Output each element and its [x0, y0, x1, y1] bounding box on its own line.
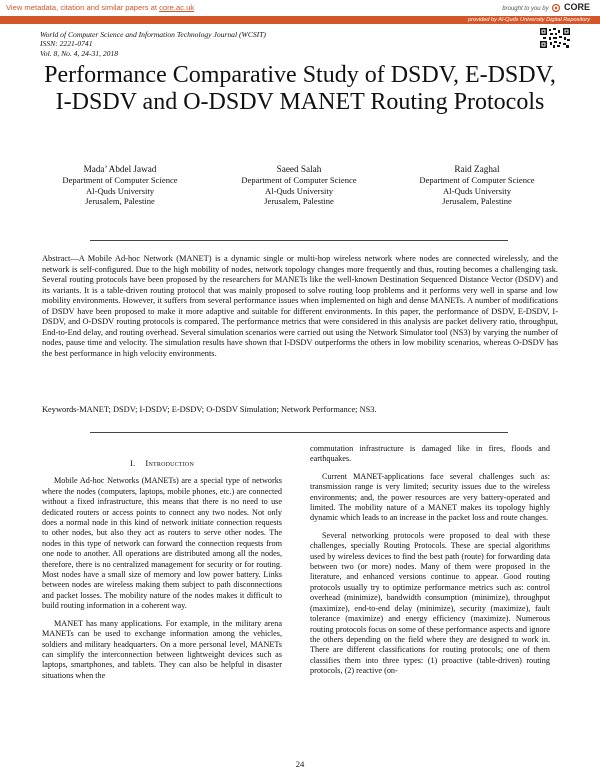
left-column	[42, 458, 282, 688]
core-metadata-text: View metadata, citation and similar papers at	[6, 3, 160, 12]
author-location: Jerusalem, Palestine	[442, 196, 512, 207]
title-line-2: I-DSDV and O-DSDV MANET Routing Protocols	[55, 89, 545, 115]
section-title: Introduction	[145, 458, 194, 468]
author-dept: Department of Computer Science	[62, 174, 178, 185]
paper-title	[20, 62, 580, 116]
author-univ: Al-Quds University	[85, 185, 155, 196]
author-univ: Al-Quds University	[442, 185, 512, 196]
divider	[90, 432, 508, 433]
core-banner	[0, 0, 600, 27]
author-name: Mada’ Abdel Jawad	[83, 164, 157, 174]
author-block	[397, 164, 557, 207]
core-metadata-notice	[6, 3, 194, 12]
journal-volume: Vol. 8, No. 4, 24-31, 2018	[40, 48, 119, 58]
core-provided-by[interactable]: provided by Al-Quds University Digital Repository	[468, 17, 590, 23]
author-univ: Al-Quds University	[264, 185, 334, 196]
author-name: Raid Zaghal	[454, 164, 500, 174]
author-block	[40, 164, 200, 207]
core-brought-by-text: brought to you by	[502, 6, 549, 12]
core-brought-by	[502, 2, 590, 12]
core-logo-text[interactable]: CORE	[563, 2, 590, 12]
keywords: Keywords-MANET; DSDV; I-DSDV; E-DSDV; O-DSDV Simulation; Network Performance; NS3.	[42, 405, 377, 414]
paragraph: Current MANET-applications face several challenges such as: transmission range is very limited; security issues due to the wireless environments; and, the power resources are very battery-operated and limited. The mobility nature of a MANET makes its topology highly dynamic which leads to an increase in the packet loss and route changes.	[310, 471, 550, 523]
paragraph: MANET has many applications. For example, in the military arena MANETs can be used to exchange information among the vehicles, soldiers and military headquarters. On a more personal level, MANETs can simplify the interconnection between lightweight devices such as laptops, smartphones, and tablets. They can also be helpful in disaster situations when the	[42, 618, 282, 680]
core-link[interactable]: core.ac.uk	[159, 3, 195, 12]
divider	[90, 240, 508, 241]
abstract: Abstract—A Mobile Ad-hoc Network (MANET) is a dynamic single or multi-hop wireless network where nodes are connected wirelessly, and the network is self-configured. Due to the high mobility of nodes, network topology changes more frequently and thus, routing becomes a challenging task. Several routing protocols have been proposed by the researchers for MANETs like the well-known Destination Sequenced Distance Vector (DSDV) and its variants. It is a table-driven routing protocol that was mainly proposed to solve routing loop problems and it performs very well in sparse and low mobility environments. However, it suffers from several performance issues when implemented on high and dense MANETs. A number of modifications of DSDV have been proposed to make it more adaptive and suitable for different environments. In this paper, the performance of DSDV, E-DSDV, I-DSDV, and O-DSDV routing protocols is compared. The performance metrics that were considered in this analysis are packet delivery ratio, throughput, End-to-End delay, and routing overhead. Several simulation scenarios were carried out using the Network Simulator tool (NS3) by varying the number of nodes, pause time and velocity. The simulation results have shown that I-DSDV outperforms the others in low mobility scenarios, whereas O-DSDV has the best performance in high velocity environments.	[42, 254, 558, 358]
section-heading	[42, 458, 282, 468]
author-name: Saeed Salah	[276, 164, 322, 174]
core-logo-icon	[552, 4, 560, 12]
paragraph: commutation infrastructure is damaged like in fires, floods and earthquakes.	[310, 444, 550, 464]
core-provided-strip	[0, 16, 600, 24]
paragraph: Several networking protocols were proposed to deal with these challenges, specially Routing Protocols. These are special algorithms used by wireless devices to find the best path (route) for forwarding data between two (or more) nodes. Many of them were proposed in the literature, and enhanced versions continue to appear. Good routing protocols usually try to optimize performance metrics such as: control overhead (minimize), bandwidth consumption (minimize), throughput (maximize), end-to-end delay (minimize), security (maximize), fault tolerance (maximize) and energy efficiency (maximize). Numerous routing protocols focus on some of these performance aspects and ignore the others depending on the field where they are designed to work in. There are different classifications for routing protocols; one of them classifies them into three types: (1) proactive (table-driven) routing protocols, (2) reactive (on-	[310, 530, 550, 676]
section-number: I.	[129, 458, 136, 468]
author-dept: Department of Computer Science	[241, 174, 357, 185]
paragraph: Mobile Ad-hoc Networks (MANETs) are a special type of networks where the nodes (computers, laptops, mobile phones, etc.) are connected without a fixed infrastructure, this means that there is no need to use dedicated routers or access points to connect any two nodes. Not only does a normal node in this kind of network initiate connection requests to other nodes, but also they act as routers to serve other nodes. The nodes in this type of network can forward the connection requests from one node to another. All operations are distributed among all the nodes, therefore, there is no centralized management for security or for routing. Most nodes have a small size of memory and low power battery. Links between nodes are wireless making them subject to path disconnections and packet losses. The mobility nature of the nodes makes it difficult to build routing information in a coherent way.	[42, 476, 282, 611]
journal-info	[40, 30, 266, 58]
journal-issn: ISSN: 2221-0741	[40, 39, 93, 49]
author-dept: Department of Computer Science	[419, 174, 535, 185]
author-block	[219, 164, 379, 207]
right-column	[310, 444, 550, 684]
qr-code-icon	[540, 28, 570, 48]
core-banner-top	[0, 0, 600, 16]
title-line-1: Performance Comparative Study of DSDV, E-DSDV,	[44, 62, 556, 88]
page-number: 24	[295, 759, 305, 769]
journal-name: World of Computer Science and Information Technology Journal (WCSIT)	[40, 30, 266, 39]
author-location: Jerusalem, Palestine	[264, 196, 334, 207]
author-location: Jerusalem, Palestine	[85, 196, 155, 207]
